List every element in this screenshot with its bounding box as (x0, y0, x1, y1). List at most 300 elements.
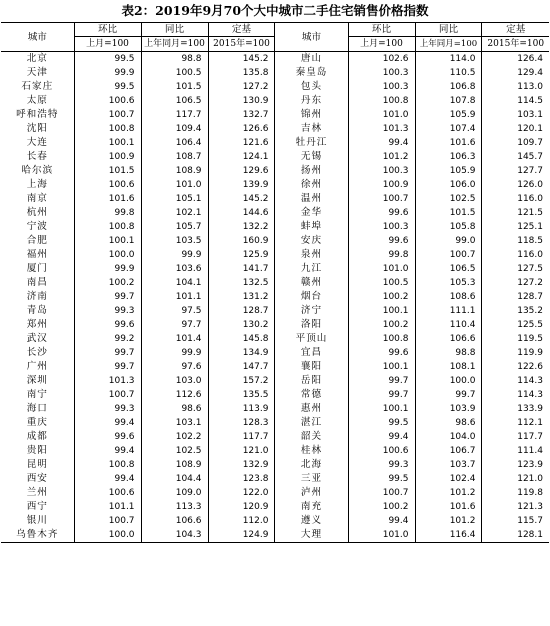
mom-value-left: 99.4 (74, 416, 141, 430)
mom-value-right: 100.3 (348, 66, 415, 80)
yoy-subheader-left: 上年同月=100 (141, 37, 208, 52)
city-name-right: 无锡 (275, 150, 348, 164)
yoy-value-right: 103.9 (415, 402, 482, 416)
mom-value-right: 101.2 (348, 150, 415, 164)
base-value-left: 132.2 (208, 220, 275, 234)
yoy-value-left: 108.9 (141, 164, 208, 178)
city-name-left: 深圳 (1, 374, 74, 388)
yoy-value-left: 104.1 (141, 276, 208, 290)
table-row (1, 164, 549, 178)
yoy-value-right: 100.7 (415, 248, 482, 262)
base-value-left: 120.9 (208, 500, 275, 514)
table-row (1, 52, 549, 67)
table-row (1, 402, 549, 416)
mom-value-right: 100.5 (348, 276, 415, 290)
city-name-left: 昆明 (1, 458, 74, 472)
yoy-value-left: 97.6 (141, 360, 208, 374)
base-value-right: 121.0 (517, 474, 543, 484)
base-value-left: 130.2 (208, 318, 275, 332)
city-name-left: 沈阳 (1, 122, 74, 136)
city-name-right: 徐州 (275, 178, 348, 192)
yoy-value-left: 104.3 (141, 528, 208, 543)
city-name-left: 南宁 (1, 388, 74, 402)
base-value-right: 119.8 (517, 488, 543, 498)
mom-value-right: 99.6 (348, 346, 415, 360)
city-name-right: 丹东 (275, 94, 348, 108)
table-title: 表2：2019年9月70个大中城市二手住宅销售价格指数 (121, 3, 429, 18)
yoy-value-right: 106.3 (415, 150, 482, 164)
base-value-left: 157.2 (208, 374, 275, 388)
base-value-left: 144.6 (208, 206, 275, 220)
base-value-right: 114.3 (517, 376, 543, 386)
base-value-left: 132.9 (208, 458, 275, 472)
mom-value-left: 99.7 (74, 346, 141, 360)
base-value-left: 145.2 (208, 192, 275, 206)
base-value-right: 125.5 (517, 320, 543, 330)
table-row (1, 248, 549, 262)
city-name-left: 银川 (1, 514, 74, 528)
city-name-left: 西安 (1, 472, 74, 486)
base-value-right: 133.9 (517, 404, 543, 414)
city-name-left: 郑州 (1, 318, 74, 332)
city-name-right: 泉州 (275, 248, 348, 262)
base-value-left: 121.0 (208, 444, 275, 458)
table-row (1, 136, 549, 150)
yoy-value-left: 103.0 (141, 374, 208, 388)
base-value-left: 130.9 (208, 94, 275, 108)
mom-value-right: 100.1 (348, 360, 415, 374)
yoy-value-right: 116.4 (415, 528, 482, 543)
mom-value-right: 101.0 (348, 108, 415, 122)
mom-value-left: 100.8 (74, 122, 141, 136)
city-name-left: 重庆 (1, 416, 74, 430)
table-row (1, 318, 549, 332)
city-name-left: 南昌 (1, 276, 74, 290)
mom-value-left: 99.9 (74, 66, 141, 80)
base-value-left: 147.7 (208, 360, 275, 374)
yoy-subheader-right: 上年同月=100 (415, 37, 482, 52)
city-name-left: 海口 (1, 402, 74, 416)
city-name-left: 杭州 (1, 206, 74, 220)
base-value-left: 135.8 (208, 66, 275, 80)
yoy-value-right: 101.2 (415, 514, 482, 528)
yoy-value-left: 109.4 (141, 122, 208, 136)
yoy-value-right: 110.4 (415, 318, 482, 332)
base-value-right: 122.6 (517, 362, 543, 372)
table-row (1, 332, 549, 346)
yoy-value-left: 106.5 (141, 94, 208, 108)
yoy-value-left: 117.7 (141, 108, 208, 122)
mom-value-right: 100.3 (348, 80, 415, 94)
yoy-value-right: 108.1 (415, 360, 482, 374)
city-name-left: 合肥 (1, 234, 74, 248)
city-name-left: 石家庄 (1, 80, 74, 94)
city-name-right: 吉林 (275, 122, 348, 136)
mom-value-left: 100.9 (74, 150, 141, 164)
base-value-left: 127.2 (208, 80, 275, 94)
base-value-right: 111.4 (517, 446, 543, 456)
yoy-value-left: 97.7 (141, 318, 208, 332)
yoy-value-left: 108.9 (141, 458, 208, 472)
yoy-value-right: 111.1 (415, 304, 482, 318)
table-row (1, 500, 549, 514)
yoy-header-right: 同比 (415, 23, 482, 37)
yoy-value-left: 105.1 (141, 192, 208, 206)
table-row (1, 444, 549, 458)
city-name-left: 广州 (1, 360, 74, 374)
table-row (1, 150, 549, 164)
mom-value-right: 99.6 (348, 234, 415, 248)
base-value-left: 121.6 (208, 136, 275, 150)
mom-value-left: 100.0 (74, 528, 141, 543)
yoy-value-left: 106.6 (141, 514, 208, 528)
yoy-value-left: 102.2 (141, 430, 208, 444)
yoy-value-left: 113.3 (141, 500, 208, 514)
table-row (1, 416, 549, 430)
city-name-right: 扬州 (275, 164, 348, 178)
base-value-right: 113.0 (517, 82, 543, 92)
base-value-right: 119.9 (517, 348, 543, 358)
base-value-left: 141.7 (208, 262, 275, 276)
mom-value-left: 99.5 (74, 52, 141, 67)
yoy-value-left: 104.4 (141, 472, 208, 486)
yoy-value-right: 100.0 (415, 374, 482, 388)
city-name-right: 锦州 (275, 108, 348, 122)
mom-value-right: 100.6 (348, 444, 415, 458)
base-header-left: 定基 (208, 23, 275, 37)
mom-value-right: 102.6 (348, 52, 415, 67)
table-row (1, 514, 549, 528)
table-row (1, 94, 549, 108)
mom-value-left: 100.1 (74, 136, 141, 150)
base-value-left: 123.8 (208, 472, 275, 486)
yoy-value-left: 103.1 (141, 416, 208, 430)
base-value-left: 122.0 (208, 486, 275, 500)
city-name-left: 长沙 (1, 346, 74, 360)
city-name-left: 大连 (1, 136, 74, 150)
mom-value-right: 99.6 (348, 206, 415, 220)
mom-value-right: 99.8 (348, 248, 415, 262)
city-name-left: 成都 (1, 430, 74, 444)
yoy-value-right: 103.7 (415, 458, 482, 472)
yoy-value-right: 101.6 (415, 136, 482, 150)
table-row (1, 528, 549, 543)
city-header-left: 城市 (1, 23, 74, 52)
mom-value-right: 100.1 (348, 304, 415, 318)
base-value-right: 114.5 (517, 96, 543, 106)
table-row (1, 388, 549, 402)
base-value-right: 117.7 (517, 432, 543, 442)
base-value-right: 116.0 (517, 194, 543, 204)
city-name-right: 烟台 (275, 290, 348, 304)
yoy-value-right: 106.7 (415, 444, 482, 458)
city-name-right: 唐山 (275, 52, 348, 67)
city-name-right: 牡丹江 (275, 136, 348, 150)
table-row (1, 66, 549, 80)
table-row (1, 290, 549, 304)
table-row (1, 234, 549, 248)
mom-value-left: 101.1 (74, 500, 141, 514)
city-name-left: 福州 (1, 248, 74, 262)
base-value-left: 128.3 (208, 416, 275, 430)
city-name-left: 北京 (1, 52, 74, 67)
mom-value-right: 100.2 (348, 500, 415, 514)
city-name-left: 上海 (1, 178, 74, 192)
city-name-right: 泸州 (275, 486, 348, 500)
base-header-right: 定基 (482, 23, 549, 37)
yoy-value-left: 108.7 (141, 150, 208, 164)
yoy-value-left: 112.6 (141, 388, 208, 402)
yoy-value-right: 114.0 (415, 52, 482, 67)
base-value-right: 128.7 (517, 292, 543, 302)
mom-value-left: 100.1 (74, 234, 141, 248)
yoy-value-right: 99.0 (415, 234, 482, 248)
city-name-right: 襄阳 (275, 360, 348, 374)
mom-value-right: 100.3 (348, 220, 415, 234)
mom-value-left: 100.7 (74, 514, 141, 528)
yoy-value-right: 98.6 (415, 416, 482, 430)
city-name-right: 平顶山 (275, 332, 348, 346)
mom-value-right: 100.3 (348, 164, 415, 178)
yoy-value-left: 101.1 (141, 290, 208, 304)
city-name-right: 惠州 (275, 402, 348, 416)
base-value-right: 119.5 (517, 334, 543, 344)
mom-value-left: 99.4 (74, 472, 141, 486)
yoy-value-left: 100.5 (141, 66, 208, 80)
base-value-right: 118.5 (517, 236, 543, 246)
base-value-right: 121.3 (517, 502, 543, 512)
base-value-left: 125.9 (208, 248, 275, 262)
table-row (1, 360, 549, 374)
yoy-value-right: 98.8 (415, 346, 482, 360)
mom-value-right: 99.3 (348, 458, 415, 472)
base-value-right: 115.7 (517, 516, 543, 526)
mom-value-right: 100.1 (348, 402, 415, 416)
mom-value-right: 101.0 (348, 262, 415, 276)
mom-value-right: 100.2 (348, 290, 415, 304)
mom-value-left: 100.6 (74, 486, 141, 500)
yoy-value-left: 101.4 (141, 332, 208, 346)
city-name-right: 宜昌 (275, 346, 348, 360)
base-value-left: 126.6 (208, 122, 275, 136)
mom-value-left: 99.6 (74, 318, 141, 332)
yoy-value-right: 105.9 (415, 164, 482, 178)
mom-value-right: 100.2 (348, 318, 415, 332)
city-name-right: 金华 (275, 206, 348, 220)
mom-value-left: 99.4 (74, 444, 141, 458)
yoy-value-right: 108.6 (415, 290, 482, 304)
city-name-left: 天津 (1, 66, 74, 80)
mom-value-left: 99.3 (74, 304, 141, 318)
mom-value-right: 100.7 (348, 192, 415, 206)
base-value-left: 145.8 (208, 332, 275, 346)
city-name-left: 南京 (1, 192, 74, 206)
mom-value-right: 99.4 (348, 514, 415, 528)
city-name-right: 蚌埠 (275, 220, 348, 234)
table-row (1, 192, 549, 206)
yoy-value-left: 103.6 (141, 262, 208, 276)
mom-value-right: 100.9 (348, 178, 415, 192)
mom-value-left: 101.6 (74, 192, 141, 206)
base-value-right: 135.2 (517, 306, 543, 316)
base-value-right: 129.4 (517, 68, 543, 78)
city-name-right: 遵义 (275, 514, 348, 528)
table-row (1, 430, 549, 444)
city-name-left: 西宁 (1, 500, 74, 514)
base-value-left: 129.6 (208, 164, 275, 178)
mom-value-left: 100.6 (74, 178, 141, 192)
mom-value-right: 99.4 (348, 136, 415, 150)
city-name-right: 洛阳 (275, 318, 348, 332)
base-value-left: 124.1 (208, 150, 275, 164)
yoy-value-left: 97.5 (141, 304, 208, 318)
yoy-value-right: 106.6 (415, 332, 482, 346)
mom-value-right: 99.5 (348, 416, 415, 430)
city-name-left: 武汉 (1, 332, 74, 346)
yoy-value-left: 98.8 (141, 52, 208, 67)
city-name-right: 北海 (275, 458, 348, 472)
city-name-right: 温州 (275, 192, 348, 206)
yoy-value-right: 101.6 (415, 500, 482, 514)
mom-value-left: 99.6 (74, 430, 141, 444)
base-value-left: 139.9 (208, 178, 275, 192)
city-name-right: 常德 (275, 388, 348, 402)
yoy-value-left: 109.0 (141, 486, 208, 500)
mom-value-right: 100.8 (348, 94, 415, 108)
city-name-right: 秦皇岛 (275, 66, 348, 80)
yoy-value-right: 101.2 (415, 486, 482, 500)
base-value-left: 135.5 (208, 388, 275, 402)
city-name-right: 济宁 (275, 304, 348, 318)
city-name-left: 兰州 (1, 486, 74, 500)
table-row (1, 276, 549, 290)
table-row (1, 220, 549, 234)
yoy-value-right: 102.4 (415, 472, 482, 486)
base-value-right: 127.2 (517, 278, 543, 288)
table-row (1, 178, 549, 192)
yoy-value-left: 101.0 (141, 178, 208, 192)
base-value-right: 121.5 (517, 208, 543, 218)
mom-value-left: 101.3 (74, 374, 141, 388)
base-subheader-right: 2015年=100 (482, 37, 549, 52)
city-name-left: 厦门 (1, 262, 74, 276)
mom-value-right: 99.7 (348, 374, 415, 388)
yoy-value-left: 102.1 (141, 206, 208, 220)
yoy-value-right: 107.4 (415, 122, 482, 136)
yoy-value-left: 99.9 (141, 346, 208, 360)
mom-value-right: 101.3 (348, 122, 415, 136)
city-name-right: 岳阳 (275, 374, 348, 388)
base-value-left: 134.9 (208, 346, 275, 360)
mom-subheader-right: 上月=100 (348, 37, 415, 52)
base-value-left: 132.5 (208, 276, 275, 290)
base-value-left: 131.2 (208, 290, 275, 304)
yoy-value-left: 101.5 (141, 80, 208, 94)
base-value-right: 103.1 (517, 110, 543, 120)
base-value-right: 116.0 (517, 250, 543, 260)
table-row (1, 122, 549, 136)
base-value-right: 120.1 (517, 124, 543, 134)
city-name-right: 桂林 (275, 444, 348, 458)
yoy-value-right: 102.5 (415, 192, 482, 206)
city-name-right: 九江 (275, 262, 348, 276)
yoy-value-right: 105.3 (415, 276, 482, 290)
mom-value-left: 99.2 (74, 332, 141, 346)
mom-value-left: 100.8 (74, 458, 141, 472)
base-value-right: 127.5 (517, 264, 543, 274)
mom-value-left: 99.3 (74, 402, 141, 416)
base-value-left: 145.2 (208, 52, 275, 67)
table-row (1, 374, 549, 388)
yoy-value-right: 106.0 (415, 178, 482, 192)
yoy-value-right: 99.7 (415, 388, 482, 402)
price-index-table (1, 22, 549, 543)
mom-value-left: 100.7 (74, 388, 141, 402)
mom-value-left: 99.5 (74, 80, 141, 94)
base-value-right: 128.1 (517, 530, 543, 540)
base-value-right: 127.7 (517, 166, 543, 176)
mom-value-left: 99.7 (74, 290, 141, 304)
table-row (1, 108, 549, 122)
city-name-left: 太原 (1, 94, 74, 108)
table-row (1, 472, 549, 486)
city-name-left: 济南 (1, 290, 74, 304)
base-value-right: 126.4 (517, 54, 543, 64)
yoy-value-right: 106.8 (415, 80, 482, 94)
mom-value-right: 100.7 (348, 486, 415, 500)
city-name-right: 湛江 (275, 416, 348, 430)
mom-value-left: 100.6 (74, 94, 141, 108)
base-value-left: 132.7 (208, 108, 275, 122)
yoy-value-right: 107.8 (415, 94, 482, 108)
city-name-left: 呼和浩特 (1, 108, 74, 122)
mom-value-right: 101.0 (348, 528, 415, 543)
base-value-right: 123.9 (517, 460, 543, 470)
table-row (1, 458, 549, 472)
city-name-right: 安庆 (275, 234, 348, 248)
base-value-left: 124.9 (208, 528, 275, 543)
yoy-value-left: 106.4 (141, 136, 208, 150)
mom-value-left: 100.0 (74, 248, 141, 262)
mom-value-right: 99.5 (348, 472, 415, 486)
base-value-right: 126.0 (517, 180, 543, 190)
yoy-value-right: 106.5 (415, 262, 482, 276)
yoy-header-left: 同比 (141, 23, 208, 37)
table-row (1, 206, 549, 220)
mom-value-left: 100.2 (74, 276, 141, 290)
mom-value-right: 99.7 (348, 388, 415, 402)
yoy-value-left: 103.5 (141, 234, 208, 248)
base-value-left: 160.9 (208, 234, 275, 248)
mom-value-left: 99.8 (74, 206, 141, 220)
mom-subheader-left: 上月=100 (74, 37, 141, 52)
base-value-right: 112.1 (517, 418, 543, 428)
city-name-right: 三亚 (275, 472, 348, 486)
city-header-right: 城市 (275, 23, 348, 52)
city-name-left: 哈尔滨 (1, 164, 74, 178)
mom-value-left: 99.9 (74, 262, 141, 276)
mom-header-left: 环比 (74, 23, 141, 37)
yoy-value-left: 98.6 (141, 402, 208, 416)
yoy-value-right: 105.9 (415, 108, 482, 122)
mom-value-right: 99.4 (348, 430, 415, 444)
table-row (1, 262, 549, 276)
table-row (1, 346, 549, 360)
mom-header-right: 环比 (348, 23, 415, 37)
base-value-left: 112.0 (208, 514, 275, 528)
table-row (1, 486, 549, 500)
base-value-right: 109.7 (517, 138, 543, 148)
